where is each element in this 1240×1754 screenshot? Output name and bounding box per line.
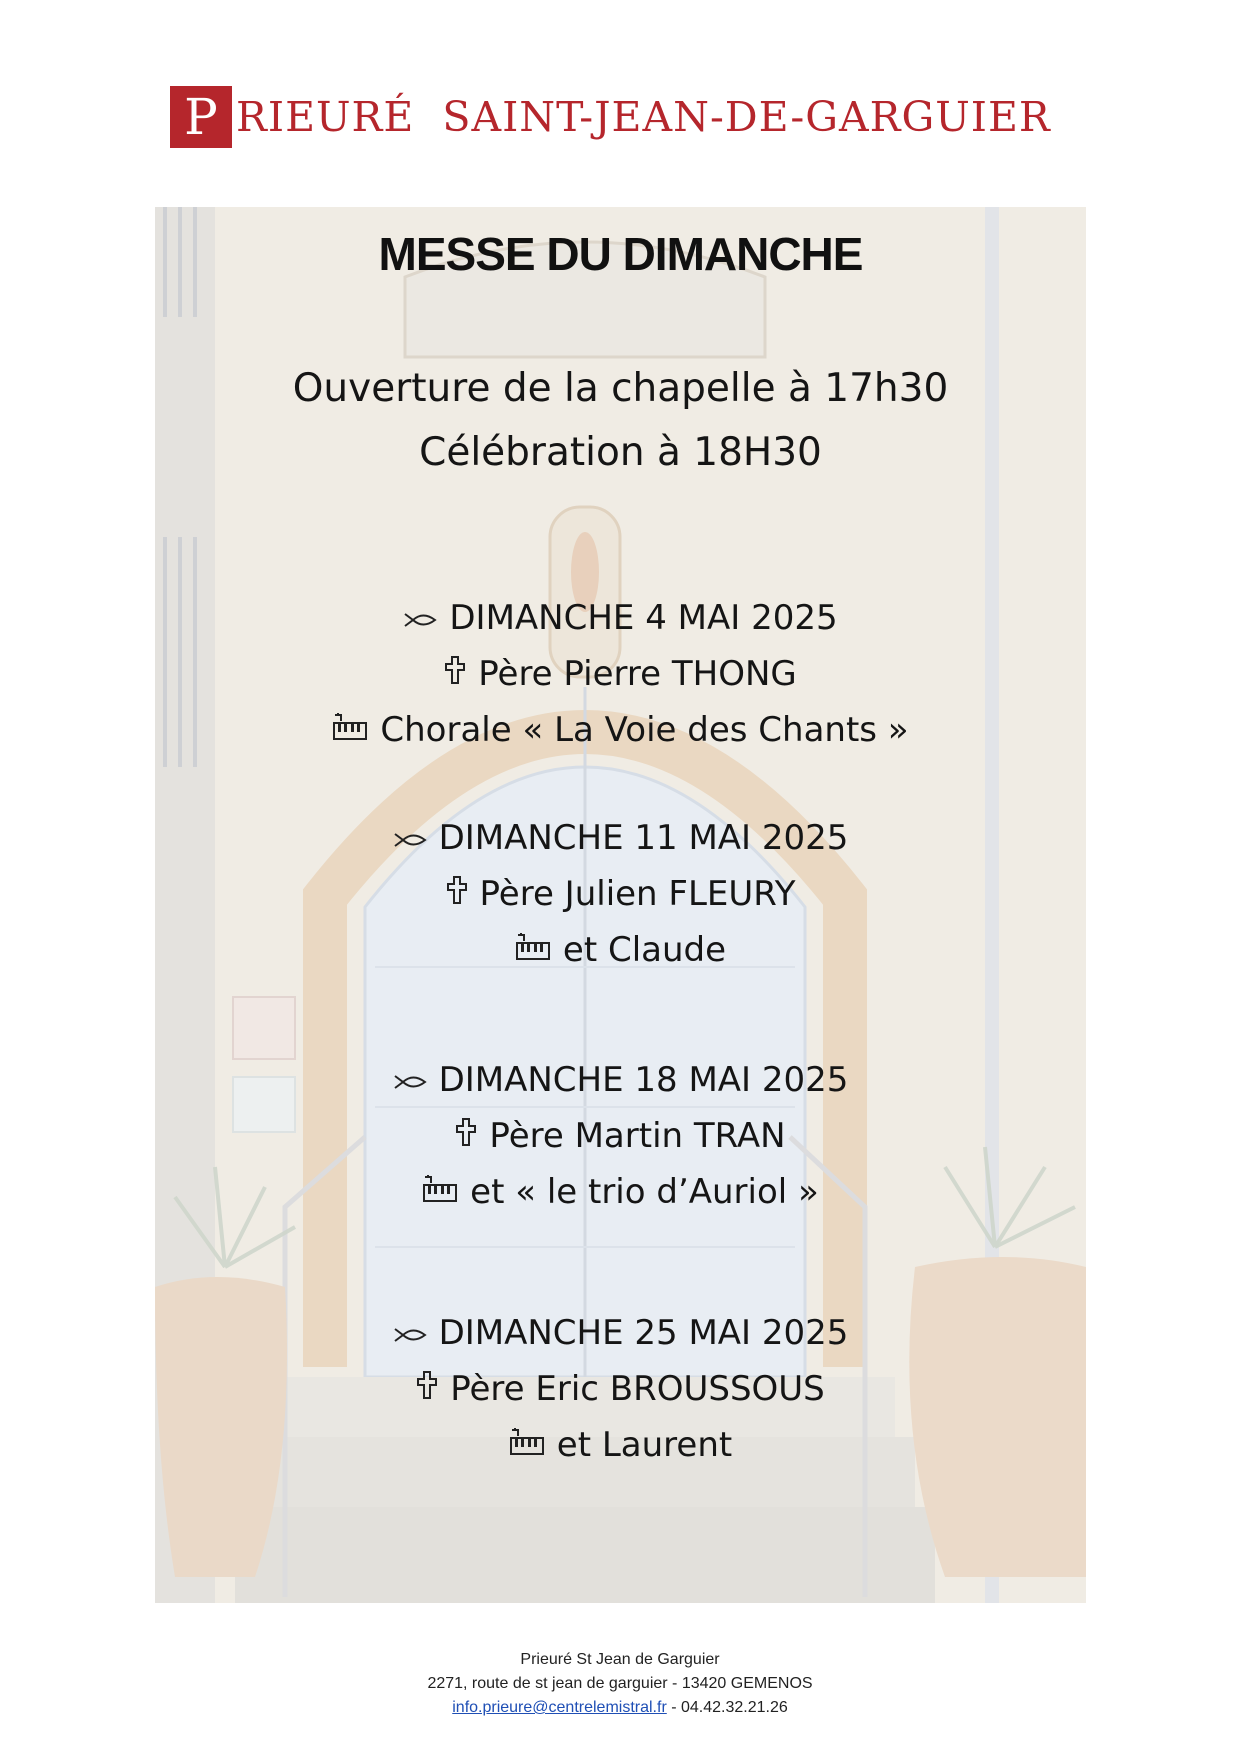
fish-icon (403, 590, 437, 646)
piano-icon (422, 1164, 458, 1220)
email-link[interactable]: info.prieure@centrelemistral.fr (452, 1699, 667, 1716)
piano-icon (332, 702, 368, 758)
footer-phone: 04.42.32.21.26 (681, 1699, 788, 1716)
mass-date-line (155, 1305, 1086, 1361)
footer-contact (0, 1696, 1240, 1720)
priest-name: Père Julien FLEURY (479, 874, 796, 914)
piano-icon (509, 1417, 545, 1473)
priest-line (155, 1108, 1086, 1164)
piano-icon (515, 922, 551, 978)
music-credit: et Laurent (556, 1425, 733, 1465)
mass-date: DIMANCHE 18 MAI 2025 (438, 1060, 849, 1100)
mass-date-line (155, 590, 1086, 646)
footer-address: 2271, route de st jean de garguier - 13420 GEMENOS (427, 1675, 813, 1692)
page-footer (0, 1648, 1240, 1720)
music-line (155, 1417, 1086, 1473)
fish-icon (393, 1305, 427, 1361)
priest-name: Père Eric BROUSSOUS (450, 1369, 825, 1409)
mass-entry (155, 1305, 1086, 1473)
celebration-time: Célébration à 18H30 (419, 430, 822, 475)
footer-separator: - (666, 1699, 681, 1716)
logo-initial: P (170, 86, 232, 148)
mass-date-line (155, 1052, 1086, 1108)
site-title: RIEURÉ SAINT-JEAN-DE-GARGUIER (236, 93, 1051, 141)
fish-icon (393, 1052, 427, 1108)
mass-date: DIMANCHE 25 MAI 2025 (438, 1313, 849, 1353)
priest-name: Père Pierre THONG (478, 654, 797, 694)
mass-date-line (155, 810, 1086, 866)
music-line (155, 922, 1086, 978)
music-credit: Chorale « La Voie des Chants » (380, 710, 909, 750)
cross-icon (446, 866, 468, 922)
cross-icon (455, 1108, 477, 1164)
schedule-times (155, 357, 1086, 485)
music-line (155, 702, 1086, 758)
mass-entry (155, 1052, 1086, 1220)
music-line (155, 1164, 1086, 1220)
page-header (170, 86, 1070, 148)
opening-time: Ouverture de la chapelle à 17h30 (292, 366, 949, 411)
fish-icon (393, 810, 427, 866)
priest-line (155, 1361, 1086, 1417)
cross-icon (416, 1361, 438, 1417)
footer-name: Prieuré St Jean de Garguier (520, 1651, 720, 1668)
music-credit: et « le trio d’Auriol » (470, 1172, 819, 1212)
cross-icon (444, 646, 466, 702)
priest-line (155, 646, 1086, 702)
page-title: MESSE DU DIMANCHE (378, 228, 863, 280)
chapel-photo-panel (155, 207, 1086, 1603)
mass-date: DIMANCHE 11 MAI 2025 (438, 818, 849, 858)
music-credit: et Claude (562, 930, 727, 970)
priest-line (155, 866, 1086, 922)
mass-entry (155, 810, 1086, 978)
mass-date: DIMANCHE 4 MAI 2025 (449, 598, 838, 638)
mass-entry (155, 590, 1086, 758)
priest-name: Père Martin TRAN (489, 1116, 786, 1156)
